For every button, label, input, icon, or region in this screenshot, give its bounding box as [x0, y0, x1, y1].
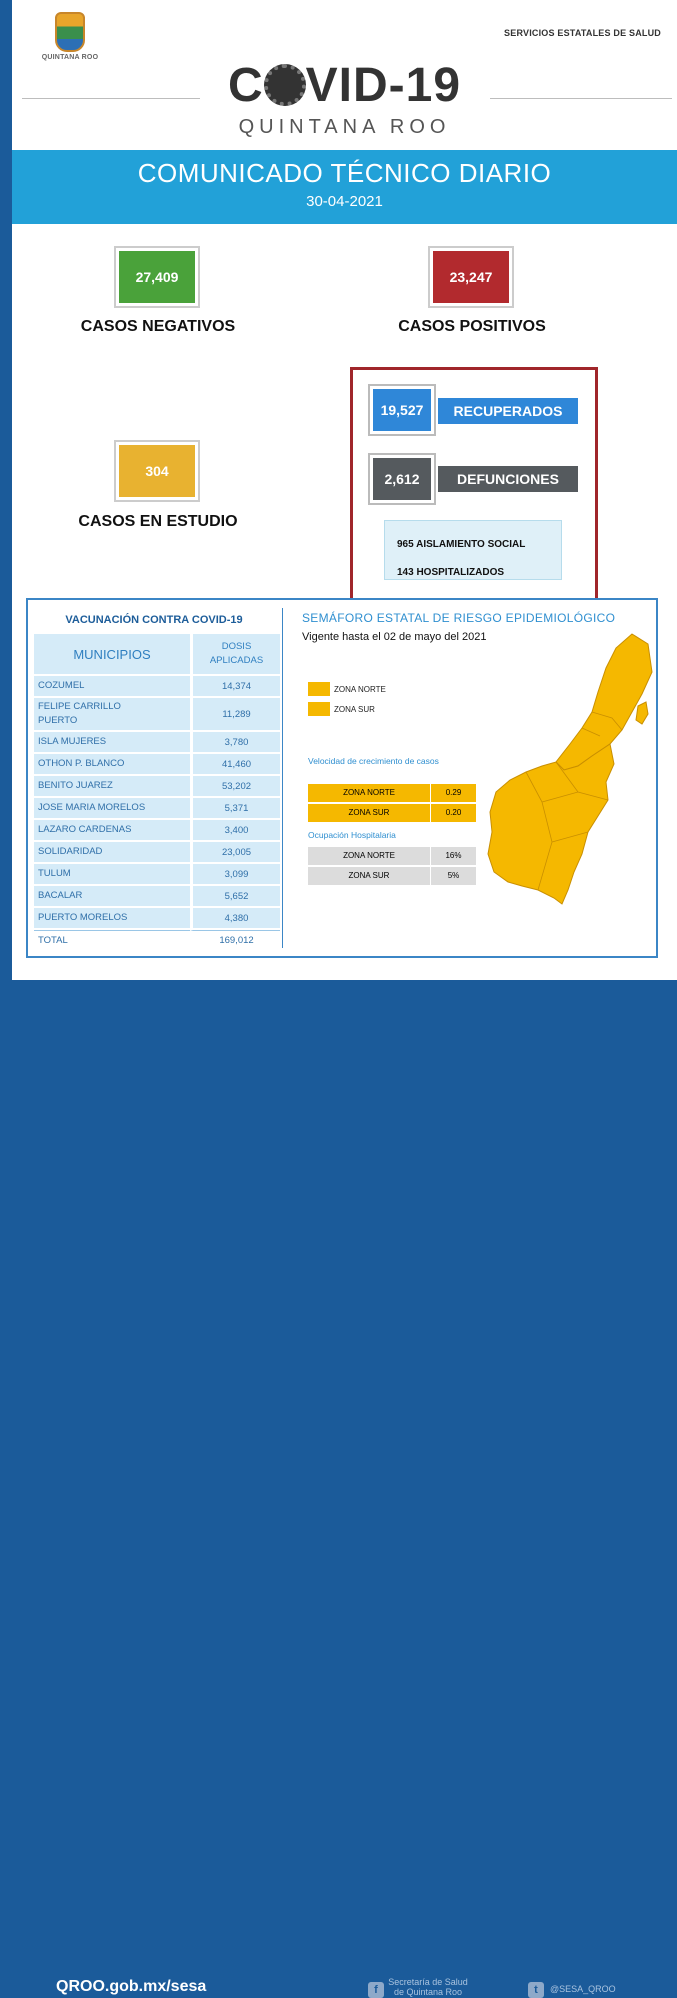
municipio-name [34, 908, 190, 928]
table-row [34, 754, 280, 774]
dosis-value: 4,380 [190, 908, 280, 928]
ocupacion-title: Ocupación Hospitalaria [308, 830, 396, 840]
municipio-line-1: COZUMEL [38, 680, 85, 691]
table-row [34, 886, 280, 906]
dosis-value: 53,202 [190, 776, 280, 796]
ocupacion-sur-zona: ZONA SUR [348, 871, 390, 880]
facebook-icon[interactable]: f [368, 1982, 384, 1998]
negativos-label: CASOS NEGATIVOS [80, 318, 236, 335]
bulletin-sheet [12, 0, 677, 980]
table-row [34, 698, 280, 730]
title-rest: VID-19 [305, 59, 462, 112]
municipio-line-1: BACALAR [38, 890, 83, 901]
dosis-value: 14,374 [190, 676, 280, 696]
report-title: COMUNICADO TÉCNICO DIARIO [137, 158, 552, 188]
defunciones-label: DEFUNCIONES [438, 466, 578, 492]
dosis-value: 3,400 [190, 820, 280, 840]
table-row [34, 864, 280, 884]
ocupacion-norte-zona: ZONA NORTE [343, 851, 395, 860]
cozumel-island [636, 702, 648, 724]
defunciones-value: 2,612 [370, 455, 434, 503]
page-subtitle: QUINTANA ROO [238, 116, 451, 138]
municipio-line-1: JOSE MARIA MORELOS [38, 802, 146, 813]
velocidad-norte-zona: ZONA NORTE [343, 788, 395, 797]
legend-sur-swatch [308, 702, 330, 716]
velocidad-sur-zona: ZONA SUR [348, 808, 390, 817]
page-title [12, 60, 677, 112]
dosis-value: 3,780 [190, 732, 280, 752]
municipio-name [34, 732, 190, 752]
footer-bar [0, 984, 677, 1997]
twitter-icon[interactable]: t [528, 1982, 544, 1998]
dosis-value: 23,005 [190, 842, 280, 862]
hospitalizados-text: 143 HOSPITALIZADOS [397, 567, 505, 578]
estudio-value: 304 [116, 442, 198, 500]
facebook-handle-line-2: de Quintana Roo [393, 1987, 463, 1997]
virus-icon [264, 64, 306, 106]
municipio-name [34, 676, 190, 696]
col-dosis-label-2: APLICADAS [209, 655, 264, 666]
legend-norte-label: ZONA NORTE [334, 685, 386, 694]
municipio-line-1: TULUM [38, 868, 71, 879]
table-row-total [34, 930, 280, 950]
semaforo-title: SEMÁFORO ESTATAL DE RIESGO EPIDEMIOLÓGICO [302, 611, 616, 625]
ocupacion-row-norte [308, 847, 476, 865]
vacunacion-rows [34, 676, 280, 950]
dosis-value: 3,099 [190, 864, 280, 884]
positivos-details [384, 520, 562, 580]
col-municipios [34, 634, 190, 674]
aislamiento-text: 965 AISLAMIENTO SOCIAL [397, 539, 526, 550]
municipio-line-1: OTHON P. BLANCO [38, 758, 125, 769]
table-row [34, 732, 280, 752]
report-banner [12, 150, 677, 224]
ocupacion-norte-valor: 16% [430, 847, 476, 865]
table-row [34, 908, 280, 928]
zona-sur-region [488, 744, 614, 904]
municipio-name [34, 754, 190, 774]
municipio-name [34, 842, 190, 862]
col-dosis-label-1: DOSIS [221, 641, 252, 652]
negativos-value: 27,409 [116, 248, 198, 306]
col-dosis [190, 634, 280, 674]
municipio-name [34, 698, 190, 730]
municipio-name [34, 820, 190, 840]
footer-url[interactable]: QROO.gob.mx/sesa [56, 1978, 207, 1995]
positivos-label: CASOS POSITIVOS [398, 318, 546, 335]
table-row [34, 820, 280, 840]
twitter-handle[interactable]: @SESA_QROO [550, 1984, 616, 1994]
dosis-value: 11,289 [190, 698, 280, 730]
ocupacion-sur-valor: 5% [430, 867, 476, 885]
quintana-roo-map [482, 632, 654, 922]
recuperados-value: 19,527 [370, 386, 434, 434]
municipio-line-1: FELIPE CARRILLO [38, 701, 121, 712]
col-municipios-label: MUNICIPIOS [73, 646, 151, 662]
legend-norte-swatch [308, 682, 330, 696]
table-row [34, 676, 280, 696]
logo-text: QUINTANA ROO [41, 54, 99, 61]
positivos-value: 23,247 [430, 248, 512, 306]
municipio-name [34, 776, 190, 796]
velocidad-row-sur [308, 804, 476, 822]
table-row [34, 842, 280, 862]
municipio-name [34, 886, 190, 906]
facebook-handle-line-1: Secretaría de Salud [388, 1977, 468, 1987]
velocidad-sur-valor: 0.20 [430, 804, 476, 822]
report-date: 30-04-2021 [306, 193, 383, 210]
velocidad-row-norte [308, 784, 476, 802]
table-row [34, 798, 280, 818]
vacunacion-table [34, 632, 280, 952]
municipio-line-1: SOLIDARIDAD [38, 846, 103, 857]
estudio-label: CASOS EN ESTUDIO [78, 513, 238, 530]
legend-sur-label: ZONA SUR [334, 705, 375, 714]
municipio-line-1: BENITO JUAREZ [38, 780, 113, 791]
dosis-value: 5,652 [190, 886, 280, 906]
municipio-line-1: ISLA MUJERES [38, 736, 107, 747]
municipio-line-1: PUERTO MORELOS [38, 912, 128, 923]
semaforo-vigencia: Vigente hasta el 02 de mayo del 2021 [302, 631, 487, 643]
ocupacion-row-sur [308, 867, 476, 885]
velocidad-title: Velocidad de crecimiento de casos [308, 756, 439, 766]
vacunacion-title: VACUNACIÓN CONTRA COVID-19 [65, 614, 243, 626]
title-letter: C [227, 59, 264, 112]
dosis-value: 41,460 [190, 754, 280, 774]
total-label: TOTAL [34, 930, 190, 950]
recuperados-label: RECUPERADOS [438, 398, 578, 424]
municipio-line-1: LAZARO CARDENAS [38, 824, 132, 835]
state-emblem-icon [55, 12, 85, 52]
dosis-value: 5,371 [190, 798, 280, 818]
velocidad-norte-valor: 0.29 [430, 784, 476, 802]
municipio-line-2: PUERTO [38, 715, 78, 726]
agency-name: SERVICIOS ESTATALES DE SALUD [504, 28, 661, 38]
panel-divider [282, 608, 283, 948]
total-value: 169,012 [190, 930, 280, 950]
municipio-name [34, 798, 190, 818]
facebook-handle[interactable] [388, 1977, 468, 1997]
municipio-name [34, 864, 190, 884]
table-row [34, 776, 280, 796]
